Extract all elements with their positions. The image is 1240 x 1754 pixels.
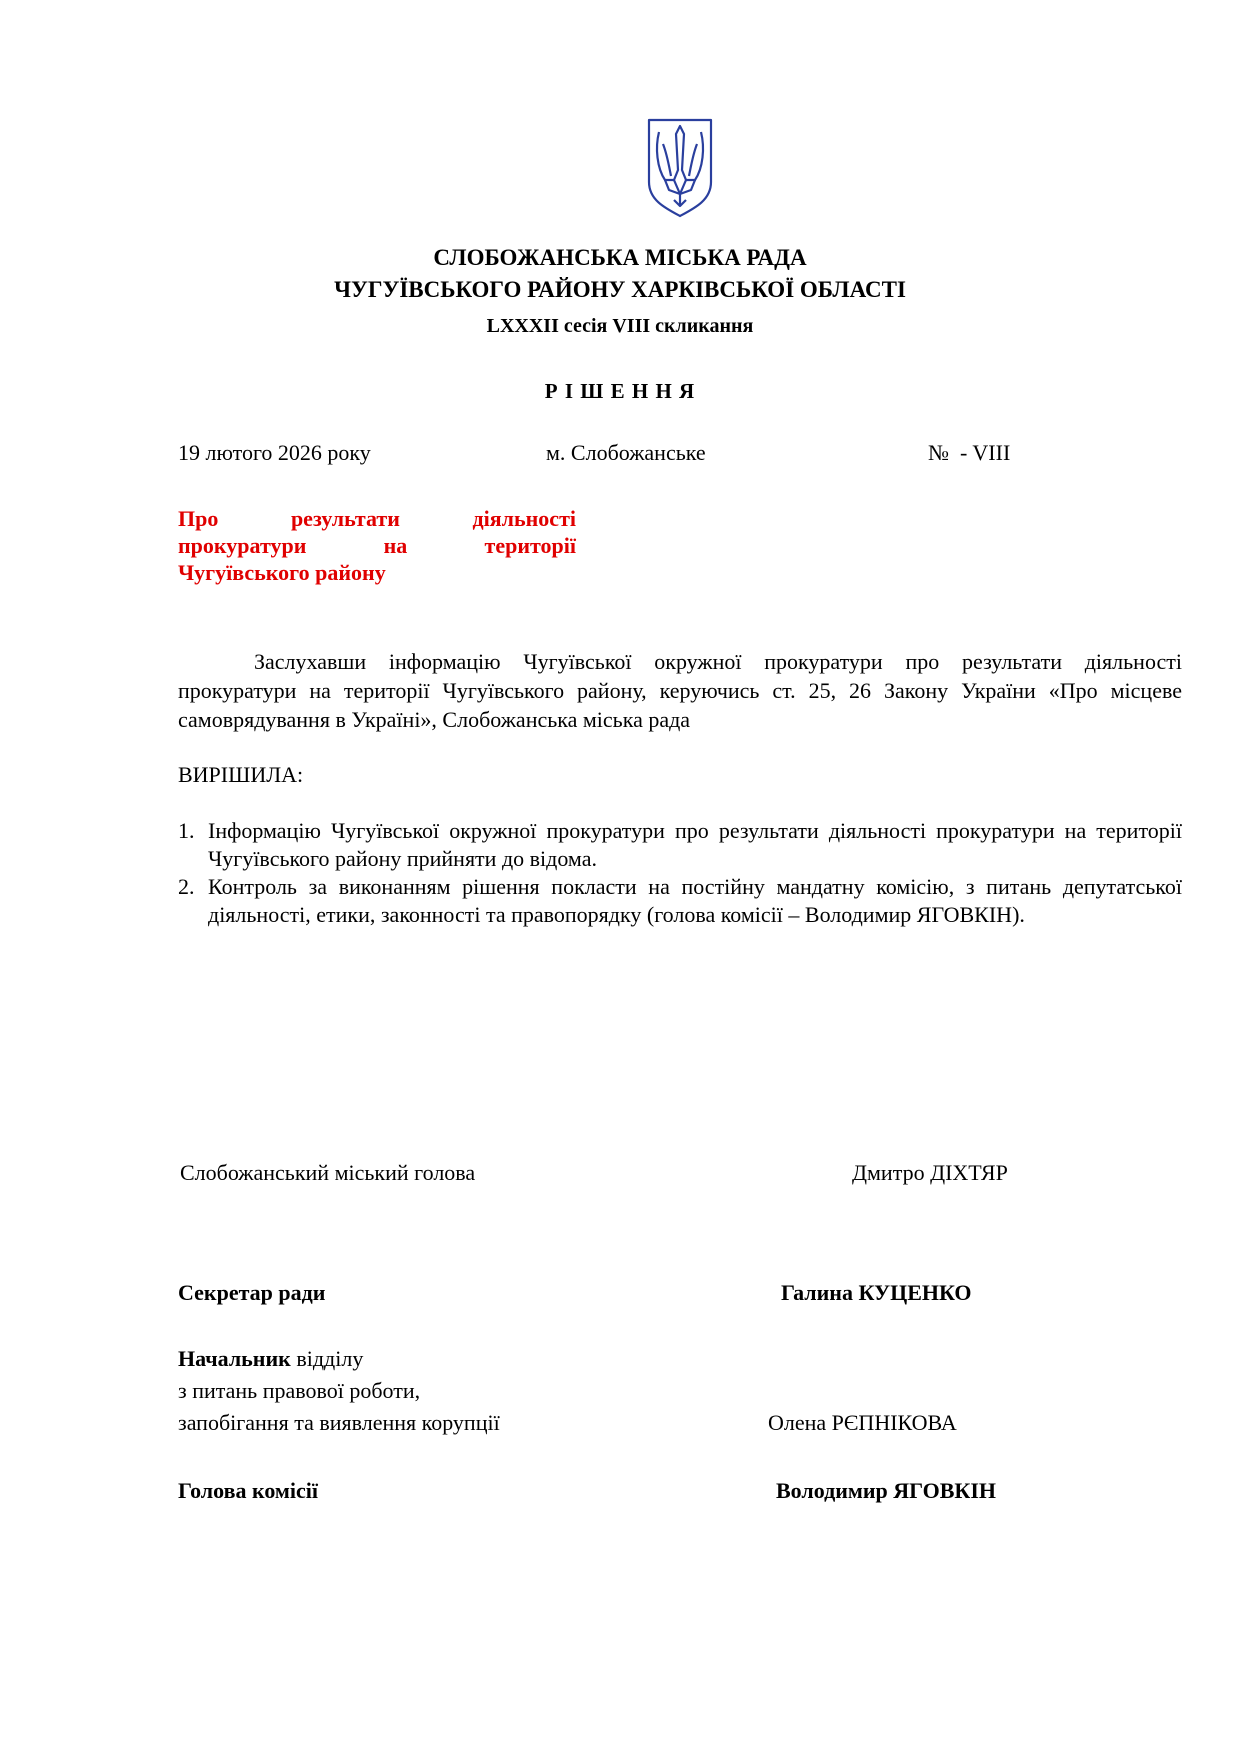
item-number: 1.	[178, 818, 195, 843]
decision-place: м. Слобожанське	[546, 440, 706, 465]
legal-title-line-3: запобігання та виявлення корупції	[178, 1410, 500, 1435]
district-name: ЧУГУЇВСЬКОГО РАЙОНУ ХАРКІВСЬКОЇ ОБЛАСТІ	[334, 277, 906, 302]
legal-name: Олена РЄПНІКОВА	[768, 1410, 957, 1435]
item-text: Контроль за виконанням рішення покласти на постійну мандатну комісію, з питань депутатської діяльності, етики, законності та правопорядку (голова комісії – Володимир ЯГОВКІН).	[208, 874, 1182, 927]
subject-line-2: прокуратури на території	[178, 533, 576, 558]
subject-line-3: Чугуївського району	[178, 560, 386, 585]
item-number: 2.	[178, 874, 195, 899]
resolved-label: ВИРІШИЛА:	[178, 762, 304, 787]
legal-title-bold: Начальник	[178, 1346, 291, 1371]
decision-date: 19 лютого 2026 року	[178, 440, 371, 465]
decision-number: № - VIII	[928, 440, 1011, 465]
preamble-paragraph: Заслухавши інформацію Чугуївської окружної прокуратури про результати діяльності прокуратури на території Чугуївського району, керуючись ст. 25, 26 Закону України «Про місцеве самоврядування в Україні», Слобожанська міська рада	[178, 649, 1182, 732]
legal-title-rest: відділу	[290, 1346, 364, 1371]
legal-title-line-2: з питань правової роботи,	[178, 1378, 421, 1403]
tryzub-emblem-icon	[645, 118, 715, 218]
council-name: СЛОБОЖАНСЬКА МІСЬКА РАДА	[433, 245, 807, 270]
resolution-item	[178, 817, 1182, 873]
secretary-title: Секретар ради	[178, 1280, 326, 1305]
resolution-list	[178, 817, 1182, 929]
session-line: LXXXII сесія VIII скликання	[486, 315, 754, 337]
decision-subject	[178, 505, 576, 586]
commission-head-title: Голова комісії	[178, 1478, 319, 1503]
document-type: Р І Ш Е Н Н Я	[544, 379, 696, 403]
item-text: Інформацію Чугуївської окружної прокуратури про результати діяльності прокуратури на території Чугуївського району прийняти до відома.	[208, 818, 1182, 871]
mayor-title: Слобожанський міський голова	[180, 1160, 476, 1185]
resolution-item	[178, 873, 1182, 929]
commission-head-name: Володимир ЯГОВКІН	[776, 1478, 997, 1503]
legal-title-line-1	[178, 1345, 363, 1373]
mayor-name: Дмитро ДІХТЯР	[852, 1160, 1008, 1185]
subject-line-1: Про результати діяльності	[178, 506, 576, 531]
secretary-name: Галина КУЦЕНКО	[781, 1280, 972, 1305]
